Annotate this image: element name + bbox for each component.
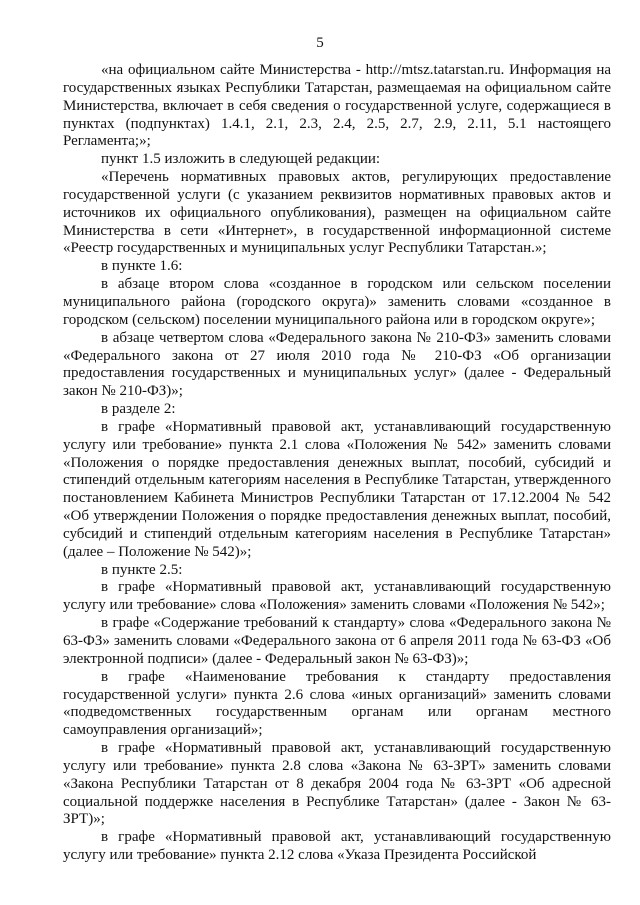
paragraph: в графе «Нормативный правовой акт, устанавливающий государственную услугу или требование» пункта 2.8 слова «Закона № 63-ЗРТ» заменить словами «Закона Республики Татарстан от 8 декабря 2004 года № 63-ЗРТ «Об адресной социальной поддержке населения в Республике Татарстан» (далее - Закон № 63-ЗРТ)»; xyxy=(63,740,611,828)
paragraph: в пункте 2.5: xyxy=(101,561,183,578)
paragraph: в графе «Нормативный правовой акт, устанавливающий государственную услугу или требование» слова «Положения» заменить словами «Положения № 542»; xyxy=(63,579,611,614)
paragraph: в графе «Наименование требования к стандарту предоставления государственной услуги» пункта 2.6 слова «иных организаций» заменить словами «подведомственных государственным органам или органам местного самоуправления организаций»; xyxy=(63,668,611,739)
paragraph: в разделе 2: xyxy=(101,401,176,418)
paragraph: в графе «Нормативный правовой акт, устанавливающий государственную услугу или требование» пункта 2.1 слова «Положения № 542» заменить словами «Положения о порядке предоставления денежных выплат, пособий, субсидий и стипендий отдельным категориям населения в Республике Татарстан, утвержденного постановлением Кабинета Министров Республики Татарстан от 17.12.2004 № 542 «Об утверждении Положения о порядке предоставления денежных выплат, пособий, субсидий и стипендий отдельным категориям населения в Республике Татарстан» (далее – Положение № 542)»; xyxy=(63,418,611,560)
paragraph: пункт 1.5 изложить в следующей редакции: xyxy=(101,151,381,168)
document-body xyxy=(63,62,611,865)
paragraph: в графе «Содержание требований к стандарту» слова «Федерального закона № 63-ФЗ» заменить словами «Федерального закона от 6 апреля 2011 года № 63-ФЗ «Об электронной подписи» (далее - Федеральный закон № 63-ФЗ)»; xyxy=(63,615,611,667)
paragraph: в пункте 1.6: xyxy=(101,258,183,275)
paragraph: «Перечень нормативных правовых актов, регулирующих предоставление государственной услуги (с указанием реквизитов нормативных правовых актов и источников их официального опубликования), размещен на официальном сайте Министерства в сети «Интернет», в государственной информационной системе «Реестр государственных и муниципальных услуг Республики Татарстан.»; xyxy=(63,169,611,257)
paragraph: «на официальном сайте Министерства - http://mtsz.tatarstan.ru. Информация на государственных языках Республики Татарстан, размещаемая на официальном сайте Министерства, включает в себя сведения о государственной услуге, содержащиеся в пунктах (подпунктах) 1.4.1, 2.1, 2.3, 2.4, 2.5, 2.7, 2.9, 2.11, 5.1 настоящего Регламента;»; xyxy=(63,62,611,150)
paragraph: в абзаце втором слова «созданное в городском или сельском поселении муниципального района (городского округа)» заменить словами «созданное в городском (сельском) поселении муниципального района или в городском округе»; xyxy=(63,276,611,328)
page-number: 5 xyxy=(316,35,324,51)
paragraph: в графе «Нормативный правовой акт, устанавливающий государственную услугу или требование» пункта 2.12 слова «Указа Президента Российской xyxy=(63,829,611,864)
paragraph: в абзаце четвертом слова «Федерального закона № 210-ФЗ» заменить словами «Федерального закона от 27 июля 2010 года № 210-ФЗ «Об организации предоставления государственных и муниципальных услуг» (далее - Федеральный закон № 210-ФЗ)»; xyxy=(63,329,611,400)
